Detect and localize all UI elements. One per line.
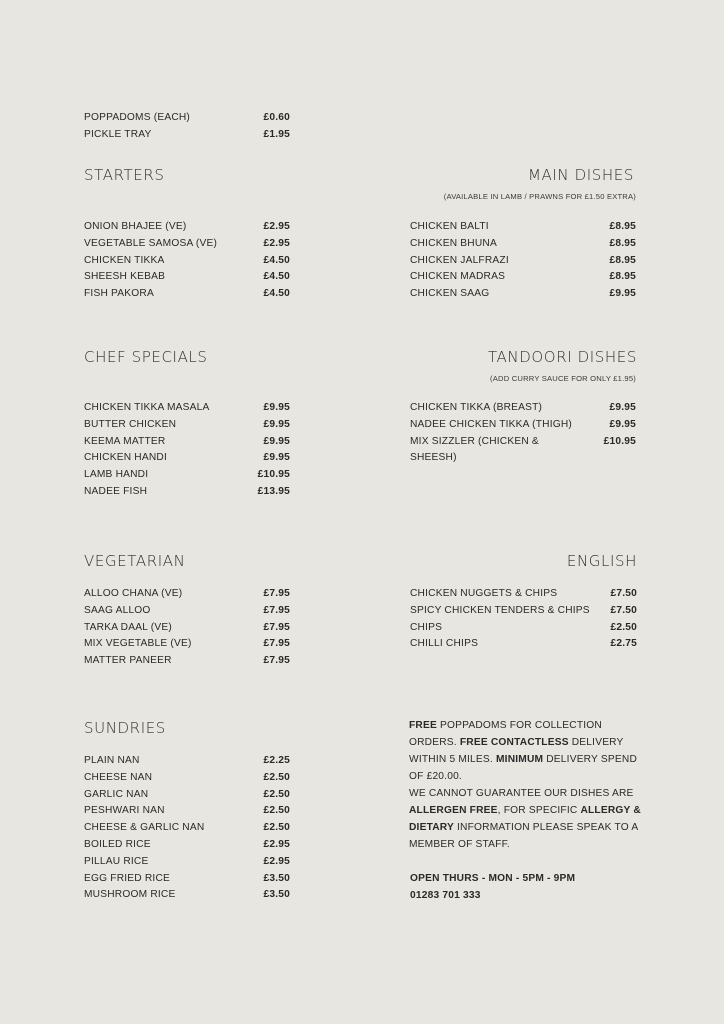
menu-item-price: £2.50 (263, 788, 290, 800)
english-list (410, 586, 637, 653)
menu-item-price: £3.50 (263, 889, 290, 901)
menu-item-price: £0.60 (263, 112, 290, 123)
menu-item-price: £10.95 (603, 435, 636, 447)
menu-item (410, 434, 636, 468)
main-dishes-heading: MAIN DISHES (528, 166, 634, 184)
allergen-info (409, 785, 641, 853)
menu-item-name: CHICKEN SAAG (410, 288, 490, 300)
menu-item-price: £2.95 (263, 838, 290, 850)
menu-item-name: ALLOO CHANA (VE) (84, 588, 183, 599)
menu-item-name: CHICKEN TIKKA MASALA (84, 402, 210, 413)
menu-item-price: £2.50 (263, 805, 290, 817)
menu-item-name: KEEMA MATTER (84, 435, 166, 447)
menu-item (84, 434, 290, 451)
free-label: FREE (409, 720, 437, 731)
extras-list (84, 110, 290, 144)
menu-item-price: £8.95 (609, 271, 636, 283)
menu-item-name: PILLAU RICE (84, 855, 149, 867)
vegetarian-list (84, 586, 290, 670)
menu-item-price: £9.95 (263, 402, 290, 413)
menu-item (84, 871, 290, 888)
menu-item (410, 253, 636, 270)
menu-item-price: £7.95 (263, 655, 290, 667)
menu-item-price: £9.95 (609, 402, 636, 413)
menu-item-name: PESHWARI NAN (84, 805, 165, 817)
menu-item (84, 467, 290, 484)
menu-item (84, 803, 290, 820)
free-contactless-label: FREE CONTACTLESS (459, 737, 569, 748)
chef-specials-heading: CHEF SPECIALS (84, 348, 208, 366)
menu-item-name: CHEESE & GARLIC NAN (84, 822, 205, 834)
info-text-1: POPPADOMS FOR COLLECTION ORDERS. (409, 720, 602, 748)
menu-item (84, 770, 290, 787)
menu-item-price: £2.25 (263, 755, 290, 766)
menu-item (84, 450, 290, 467)
menu-item (410, 586, 637, 603)
main-dishes-list (410, 219, 636, 303)
menu-item-price: £7.95 (263, 621, 290, 633)
menu-item (84, 636, 290, 653)
menu-item-price: £1.95 (263, 128, 290, 140)
chef-specials-list (84, 400, 290, 501)
menu-item (84, 484, 290, 501)
tandoori-list (410, 400, 636, 467)
menu-item-name: PLAIN NAN (84, 755, 140, 766)
menu-item-name: CHILLI CHIPS (410, 638, 479, 650)
menu-item-price: £9.95 (263, 435, 290, 447)
menu-item-price: £2.50 (263, 771, 290, 783)
menu-item-name: CHICKEN HANDI (84, 452, 167, 464)
menu-item (84, 753, 290, 770)
sundries-heading: SUNDRIES (84, 719, 166, 737)
menu-item-price: £9.95 (609, 288, 636, 300)
menu-item-name: POPPADOMS (EACH) (84, 112, 191, 123)
menu-item (410, 236, 636, 253)
menu-item-name: SAAG ALLOO (84, 604, 151, 616)
menu-item (84, 586, 290, 603)
menu-item-name: BUTTER CHICKEN (84, 418, 177, 430)
info-text-4: WE CANNOT GUARANTEE OUR DISHES ARE (409, 788, 634, 799)
tandoori-heading: TANDOORI DISHES (487, 348, 637, 366)
menu-item-name: CHIPS (410, 621, 443, 633)
menu-item-price: £7.95 (263, 604, 290, 616)
allergen-free-label: ALLERGEN FREE (409, 805, 498, 816)
menu-item-price: £2.50 (263, 822, 290, 834)
menu-item-price: £7.50 (610, 604, 637, 616)
info-text-6: INFORMATION PLEASE SPEAK TO A MEMBER OF STAFF. (409, 822, 638, 850)
menu-item-price: £2.95 (263, 237, 290, 249)
menu-item (84, 620, 290, 637)
menu-item-price: £4.50 (263, 254, 290, 266)
menu-item (84, 400, 290, 417)
sundries-list (84, 753, 290, 904)
menu-item-price: £2.95 (263, 855, 290, 867)
menu-item-name: CHEESE NAN (84, 771, 153, 783)
menu-item-price: £9.95 (263, 418, 290, 430)
menu-item (84, 887, 290, 904)
menu-item-name: SHEESH KEBAB (84, 271, 166, 283)
menu-item (410, 603, 637, 620)
menu-item-name: CHICKEN BHUNA (410, 237, 497, 249)
menu-item-name: CHICKEN TIKKA (84, 254, 165, 266)
menu-item-price: £3.50 (263, 872, 290, 884)
dietary-label: DIETARY (409, 822, 454, 833)
starters-heading: STARTERS (84, 166, 165, 184)
menu-item (84, 653, 290, 670)
menu-item-name: MIX VEGETABLE (VE) (84, 638, 192, 650)
menu-item (84, 820, 290, 837)
menu-item-name: BOILED RICE (84, 838, 151, 850)
menu-item-price: £8.95 (609, 254, 636, 266)
info-text-2: DELIVERY WITHIN 5 MILES. (409, 737, 624, 765)
menu-item (410, 417, 636, 434)
menu-item (84, 286, 290, 303)
menu-item-price: £7.50 (610, 588, 637, 599)
menu-item (84, 110, 290, 127)
menu-item (410, 219, 636, 236)
minimum-label: MINIMUM (495, 754, 544, 765)
menu-item-name: CHICKEN NUGGETS & CHIPS (410, 588, 558, 599)
opening-hours: OPEN THURS - MON - 5PM - 9PM (410, 873, 576, 884)
menu-item-name: CHICKEN JALFRAZI (410, 254, 509, 266)
menu-item-name: CHICKEN BALTI (410, 221, 489, 232)
menu-item (84, 269, 290, 286)
menu-item (84, 854, 290, 871)
menu-item (410, 269, 636, 286)
menu-item-price: £8.95 (609, 237, 636, 249)
menu-item-price: £2.95 (263, 221, 290, 232)
menu-item-price: £2.75 (610, 638, 637, 650)
menu-item-price: £2.50 (610, 621, 637, 633)
menu-item-price: £7.95 (263, 588, 290, 599)
tandoori-note: (ADD CURRY SAUCE FOR ONLY £1.95) (490, 374, 636, 383)
menu-item-name: NADEE FISH (84, 485, 148, 497)
menu-item-name: PICKLE TRAY (84, 128, 152, 140)
starters-list (84, 219, 290, 303)
menu-item (84, 236, 290, 253)
menu-item (84, 787, 290, 804)
menu-item-name: MATTER PANEER (84, 655, 172, 667)
menu-item-name: TARKA DAAL (VE) (84, 621, 172, 633)
english-heading: ENGLISH (566, 552, 637, 570)
menu-item (84, 127, 290, 144)
menu-item-name: MUSHROOM RICE (84, 889, 176, 901)
delivery-info (409, 717, 641, 785)
menu-item-price: £9.95 (609, 418, 636, 430)
info-text-3: DELIVERY SPEND OF £20.00. (409, 754, 638, 782)
menu-item-price: £4.50 (263, 288, 290, 300)
menu-item (84, 219, 290, 236)
menu-item (84, 417, 290, 434)
menu-item-name: GARLIC NAN (84, 788, 149, 800)
menu-item-price: £10.95 (257, 469, 290, 481)
vegetarian-heading: VEGETARIAN (84, 552, 186, 570)
menu-item-name: EGG FRIED RICE (84, 872, 171, 884)
menu-item-name: CHICKEN TIKKA (BREAST) (410, 402, 543, 413)
menu-item (410, 620, 637, 637)
menu-item (84, 253, 290, 270)
menu-item-price: £7.95 (263, 638, 290, 650)
menu-item-price: £8.95 (609, 221, 636, 232)
phone-number: 01283 701 333 (410, 890, 481, 901)
menu-item-price: £13.95 (257, 485, 290, 497)
allergy-label: ALLERGY & (580, 805, 641, 816)
menu-item-name: SPICY CHICKEN TENDERS & CHIPS (410, 604, 590, 616)
menu-item-name: MIX SIZZLER (CHICKEN & SHEESH) (410, 435, 539, 464)
info-text-5: , FOR SPECIFIC (497, 805, 581, 816)
menu-item (410, 286, 636, 303)
menu-item (84, 837, 290, 854)
menu-item (410, 636, 637, 653)
menu-item (410, 400, 636, 417)
main-dishes-note: (AVAILABLE IN LAMB / PRAWNS FOR £1.50 EXTRA) (443, 192, 636, 201)
menu-item-price: £4.50 (263, 271, 290, 283)
menu-item-name: LAMB HANDI (84, 469, 149, 481)
menu-item-name: VEGETABLE SAMOSA (VE) (84, 237, 218, 249)
menu-item-name: ONION BHAJEE (VE) (84, 221, 187, 232)
menu-item (84, 603, 290, 620)
menu-item-name: CHICKEN MADRAS (410, 271, 506, 283)
menu-item-name: NADEE CHICKEN TIKKA (THIGH) (410, 418, 573, 430)
menu-item-price: £9.95 (263, 452, 290, 464)
menu-item-name: FISH PAKORA (84, 288, 154, 300)
info-block (409, 717, 641, 853)
